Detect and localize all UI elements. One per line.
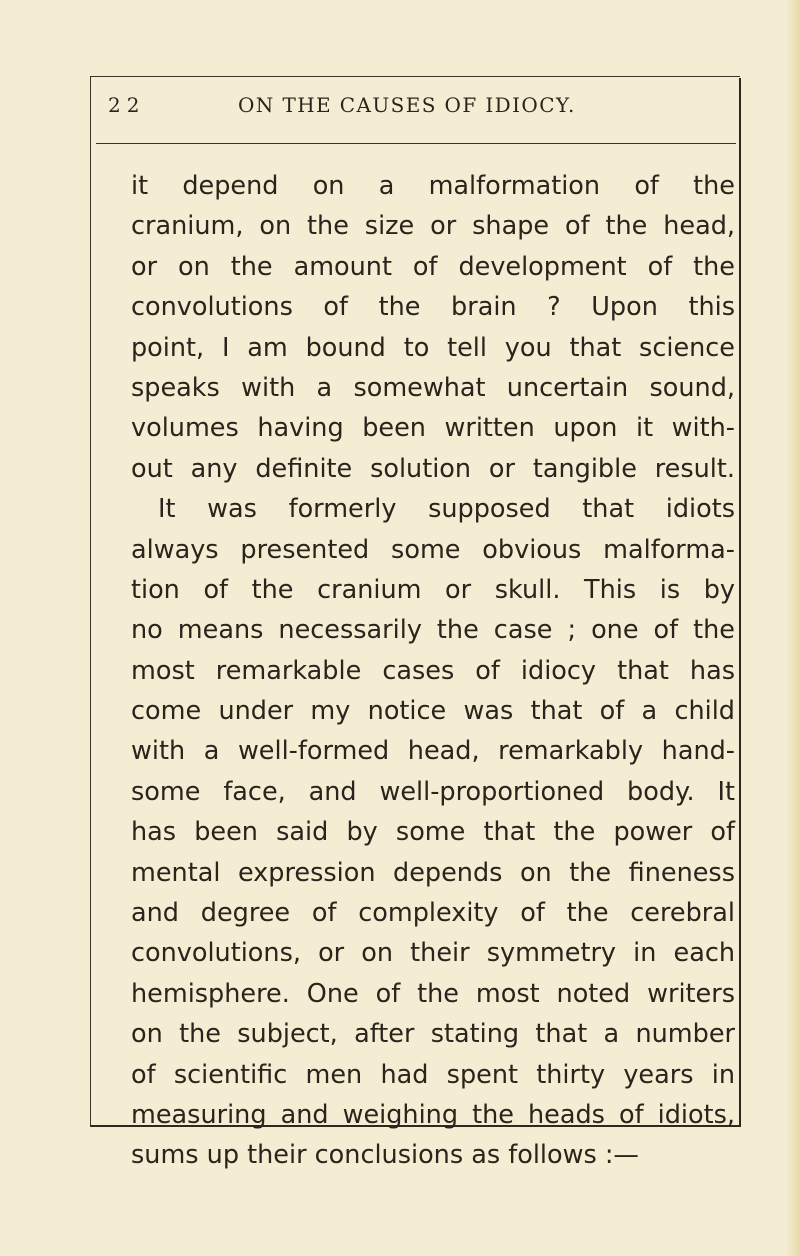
page-edge-shadow xyxy=(786,0,800,1256)
text-line: speaks with a somewhat uncertain sound, xyxy=(131,372,735,403)
header-rule xyxy=(96,143,736,144)
text-line: most remarkable cases of idiocy that has xyxy=(131,655,735,686)
text-line: point, I am bound to tell you that science xyxy=(131,332,735,363)
body-text xyxy=(131,166,735,1176)
text-line: convolutions of the brain ? Upon this xyxy=(131,292,735,323)
text-line: of scientific men had spent thirty years in xyxy=(131,1059,735,1090)
page-number: 22 xyxy=(108,93,146,117)
frame-rule-top xyxy=(90,76,740,77)
running-head xyxy=(108,93,728,125)
text-line: out any definite solution or tangible result. xyxy=(131,453,735,484)
text-line: measuring and weighing the heads of idiots, xyxy=(131,1099,735,1130)
text-line: or on the amount of development of the xyxy=(131,251,735,282)
text-line: It was formerly supposed that idiots xyxy=(158,494,735,525)
text-line: come under my notice was that of a child xyxy=(131,696,735,727)
text-line: has been said by some that the power of xyxy=(131,817,735,848)
text-line: always presented some obvious malforma- xyxy=(131,534,735,565)
text-line: and degree of complexity of the cerebral xyxy=(131,898,735,929)
frame-rule-left xyxy=(90,76,91,1126)
text-line: some face, and well-proportioned body. It xyxy=(131,776,735,807)
text-line: convolutions, or on their symmetry in each xyxy=(131,938,735,969)
text-line: hemisphere. One of the most noted writers xyxy=(131,978,735,1009)
text-line: volumes having been written upon it with- xyxy=(131,413,735,444)
frame-rule-right xyxy=(739,78,741,1126)
text-line: cranium, on the size or shape of the head, xyxy=(131,211,735,242)
text-line: sums up their conclusions as follows :— xyxy=(131,1140,639,1171)
text-line: no means necessarily the case ; one of the xyxy=(131,615,735,646)
text-line: mental expression depends on the fineness xyxy=(131,857,735,888)
running-head-title: ON THE CAUSES OF IDIOCY. xyxy=(238,93,576,117)
text-line: it depend on a malformation of the xyxy=(131,171,735,201)
text-line: with a well-formed head, remarkably hand- xyxy=(131,736,735,767)
text-line: on the subject, after stating that a number xyxy=(131,1019,735,1050)
text-line: tion of the cranium or skull. This is by xyxy=(131,574,735,605)
